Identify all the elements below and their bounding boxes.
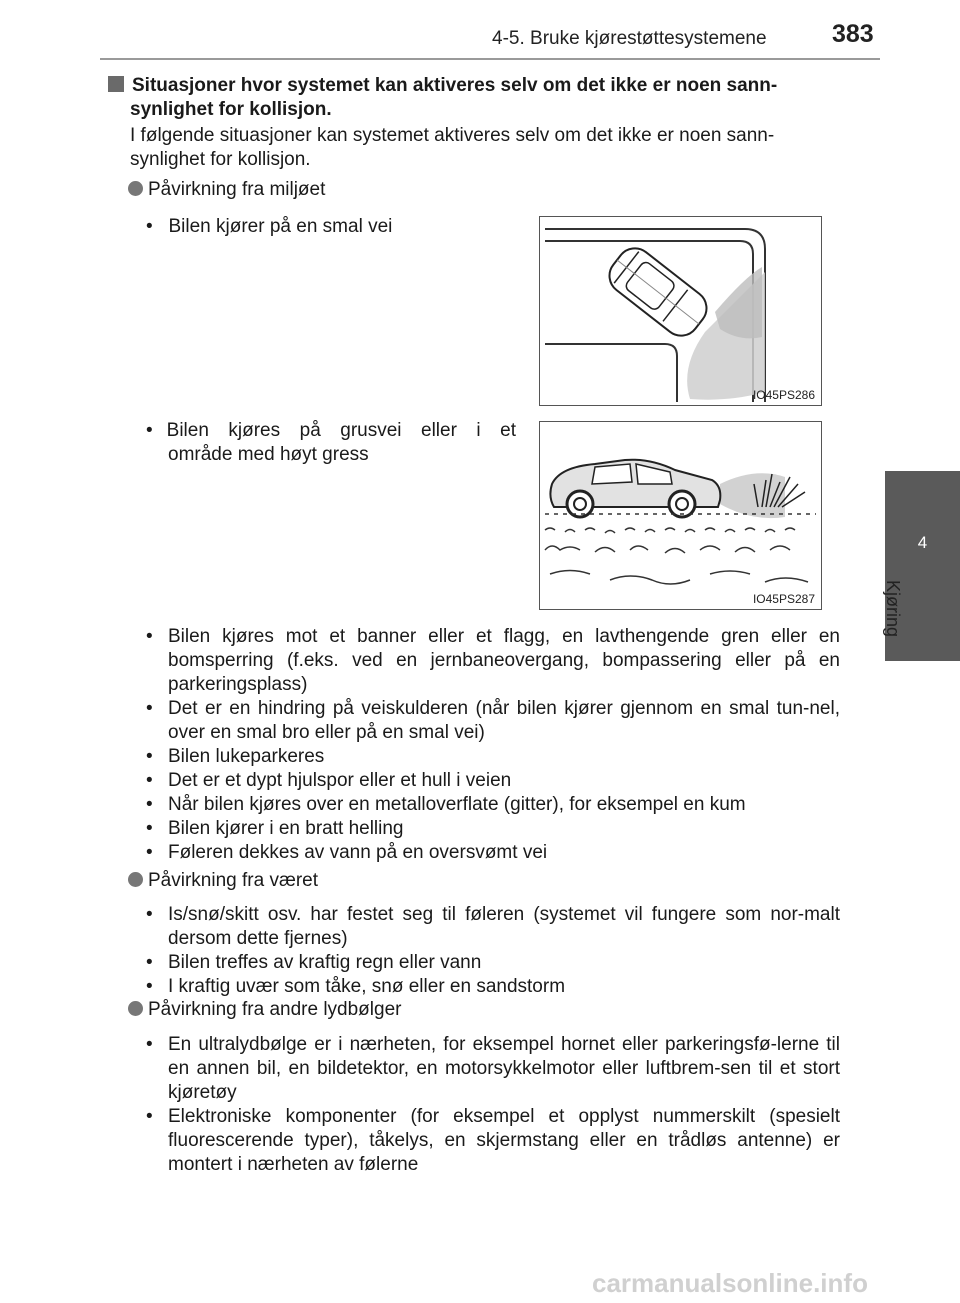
group-title-weather xyxy=(128,869,318,893)
heading-line-1: Situasjoner hvor systemet kan aktiveres selv om det ikke er noen sann- xyxy=(132,75,778,96)
list-item: • Bilen lukeparkeres xyxy=(146,745,840,769)
group-title-text: Påvirkning fra været xyxy=(148,870,319,891)
header-rule xyxy=(100,58,880,60)
narrow-road-illustration xyxy=(540,217,821,405)
gravel-road-illustration xyxy=(540,422,821,609)
list-item: • I kraftig uvær som tåke, snø eller en sandstorm xyxy=(146,975,840,999)
figure-code: IO45PS287 xyxy=(752,592,815,606)
figure-narrow-road xyxy=(539,216,822,406)
bullet-dot-icon xyxy=(128,1001,143,1016)
chapter-label: Kjøring xyxy=(883,580,903,638)
item-narrow-road: • Bilen kjører på en smal vei xyxy=(146,216,393,237)
section-heading xyxy=(108,74,848,122)
heading-line-2: synlighet for kollisjon. xyxy=(130,99,332,120)
square-marker-icon xyxy=(108,76,124,92)
intro-line-1: I følgende situasjoner kan systemet aktiveres selv om det ikke er noen sann- xyxy=(130,125,775,146)
list-item: • Det er en hindring på veiskulderen (når bilen kjører gjennom en smal tun-nel, over en smal bro eller på en smal vei) xyxy=(146,697,840,745)
group-title-text: Påvirkning fra miljøet xyxy=(148,179,326,200)
weather-items xyxy=(146,903,840,999)
list-item: • Is/snø/skitt osv. har festet seg til føleren (systemet vil fungere som nor-malt dersom dette fjernes) xyxy=(146,903,840,951)
watermark: carmanualsonline.info xyxy=(592,1268,868,1298)
list-item: • Bilen kjører i en bratt helling xyxy=(146,817,840,841)
figure-gravel-road xyxy=(539,421,822,610)
bullet-dot-icon xyxy=(128,181,143,196)
list-item: • Bilen treffes av kraftig regn eller vann xyxy=(146,951,840,975)
bullet-dot-icon xyxy=(128,872,143,887)
chapter-number: 4 xyxy=(917,533,928,552)
group-title-environment xyxy=(128,178,325,202)
sound-items xyxy=(146,1033,840,1177)
intro-line-2: synlighet for kollisjon. xyxy=(130,149,311,170)
list-item: • Bilen kjøres mot et banner eller et flagg, en lavthengende gren eller en bomsperring (f.eks. ved en jernbaneovergang, bompassering eller på en parkeringsplass) xyxy=(146,625,840,697)
figure-code: IO45PS286 xyxy=(752,388,815,402)
page-number: 383 xyxy=(832,20,874,48)
list-item: • Føleren dekkes av vann på en oversvømt vei xyxy=(146,841,840,865)
section-intro xyxy=(108,124,850,172)
item-text: Bilen kjører på en smal vei xyxy=(168,216,393,237)
item-gravel: • Bilen kjøres på grusvei eller i et område med høyt gress xyxy=(146,420,516,465)
header-title: 4-5. Bruke kjørestøttesystemene xyxy=(492,28,767,49)
list-item: • Det er et dypt hjulspor eller et hull i veien xyxy=(146,769,840,793)
list-item: • Elektroniske komponenter (for eksempel et opplyst nummerskilt (spesielt fluorescerende typer), tåkelys, en skjermstang eller en trådløs antenne) er montert i nærheten av følerne xyxy=(146,1105,840,1177)
environment-items xyxy=(146,625,840,865)
item-text-line-1: Bilen kjøres på grusvei eller i et xyxy=(166,420,516,441)
list-item: • En ultralydbølge er i nærheten, for eksempel hornet eller parkeringsfø-lerne til en annen bil, en bildetektor, en motorsykkelmotor eller luftbrem-sen til et stort kjøretøy xyxy=(146,1033,840,1105)
group-title-text: Påvirkning fra andre lydbølger xyxy=(148,999,402,1020)
item-text-line-2: område med høyt gress xyxy=(168,444,369,465)
group-title-sound xyxy=(128,998,401,1022)
list-item: • Når bilen kjøres over en metalloverflate (gitter), for eksempel en kum xyxy=(146,793,840,817)
